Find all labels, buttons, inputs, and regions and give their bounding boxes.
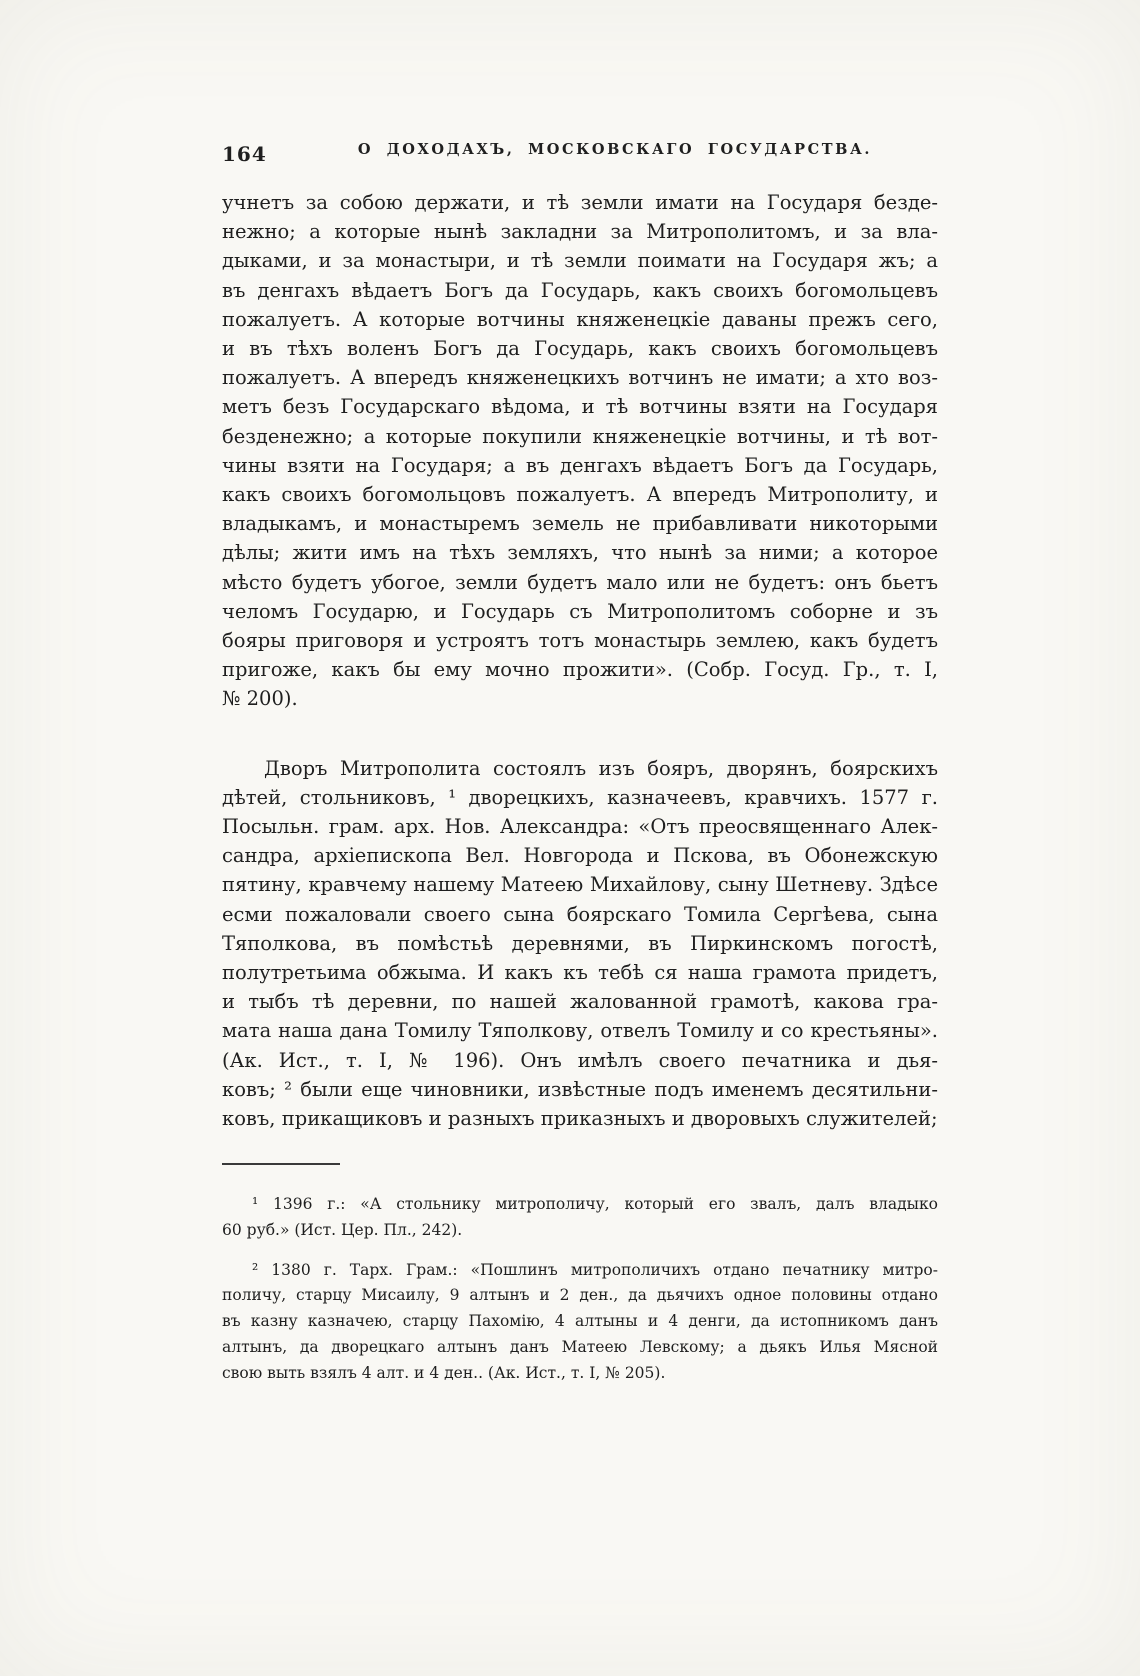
text-line: ¹ 1396 г.: «А стольнику митрополичу, который его звалъ, далъ владыко [252,1195,938,1213]
text-line: пожалуетъ. А которые вотчины княженецкіе даваны прежъ сего, [222,307,938,331]
paragraph [222,188,938,714]
text-line: какъ своихъ богомольцовъ пожалуетъ. А впередъ Митрополиту, и [222,483,938,507]
text-line: безденежно; а которые покупили княженецкіе вотчины, и тѣ вот- [222,424,938,448]
text-line: челомъ Государю, и Государь съ Митрополитомъ соборне и зъ [222,599,938,623]
text-line: учнетъ за собою держати, и тѣ земли имати на Государя безде- [222,191,938,214]
paragraph [222,754,938,1134]
footnotes [222,1192,938,1387]
text-line: въ денгахъ вѣдаетъ Богъ да Государь, какъ своихъ богомольцевъ [222,278,938,302]
text-line: и въ тѣхъ воленъ Богъ да Государь, какъ своихъ богомольцевъ [222,337,938,361]
text-line: мѣсто будетъ убогое, земли будетъ мало или не будетъ: онъ бьетъ [222,570,938,594]
text-line: 60 руб.» (Ист. Цер. Пл., 242). [222,1220,463,1239]
text-line: Дворъ Митрополита состоялъ изъ бояръ, дворянъ, боярскихъ [264,756,938,780]
footnote [222,1258,938,1387]
text-line: есми пожаловали своего сына боярскаго Томила Сергѣева, сына [222,902,938,926]
text-line: дыками, и за монастыри, и тѣ земли поимати на Государя жъ; а [222,249,938,273]
text-line: бояры приговоря и устроятъ тотъ монастырь землею, какъ будетъ [222,629,938,653]
text-line: пятину, кравчему нашему Матеею Михайлову, сыну Шетневу. Здѣсе [222,873,938,897]
text-line: ковъ; ² были еще чиновники, извѣстные подъ именемъ десятильни- [222,1077,938,1101]
text-line: Тяполкова, въ помѣстьѣ деревнями, въ Пиркинскомъ погостѣ, [222,931,938,955]
text-line: владыкамъ, и монастыремъ земель не прибавливати никоторыми [222,512,938,536]
text-line: полутретьима обжыма. И какъ къ тебѣ ся наша грамота придетъ, [222,961,938,985]
footnote [222,1192,938,1244]
text-line: № 200). [222,687,298,711]
text-line: дѣтей, стольниковъ, ¹ дворецкихъ, казначеевъ, кравчихъ. 1577 г. [222,785,938,809]
footnote-separator [222,1163,340,1165]
text-line: пригоже, какъ бы ему мочно прожити». (Собр. Госуд. Гр., т. I, [222,658,938,682]
text-line: въ казну казначею, старцу Пахомію, 4 алтыны и 4 денги, да истопникомъ данъ [222,1312,938,1331]
text-line: сандра, архіепископа Вел. Новгорода и Пскова, въ Обонежскую [222,844,938,868]
text-line: метъ безъ Государскаго вѣдома, и тѣ вотчины взяти на Государя [222,395,938,419]
text-line: ² 1380 г. Тарх. Грам.: «Пошлинъ митрополичихъ отдано печатнику митро- [252,1260,938,1279]
text-line: свою выть взялъ 4 алт. и 4 ден.. (Ак. Ист., т. I, № 205). [222,1363,666,1382]
text-line: Посыльн. грам. арх. Нов. Александра: «Отъ преосвященнаго Алек- [222,815,938,839]
body-text [222,188,938,1133]
text-line: и тыбъ тѣ деревни, по нашей жалованной грамотѣ, какова гра- [222,990,938,1014]
text-line: (Ак. Ист., т. I, № 196). Онъ имѣлъ своего печатника и дья- [222,1048,938,1072]
text-line: алтынъ, да дворецкаго алтынъ данъ Матеею Левскому; а дьякъ Илья Мясной [222,1337,938,1356]
running-head: О ДОХОДАХЪ, МОСКОВСКАГО ГОСУДАРСТВА. [357,141,873,158]
text-line: нежно; а которые нынѣ закладни за Митрополитомъ, и за вла- [222,220,938,244]
text-line: ковъ, прикащиковъ и разныхъ приказныхъ и дворовыхъ служителей; [222,1107,938,1131]
page-number: 164 [222,142,267,166]
text-line: мата наша дана Томилу Тяполкову, отвелъ Томилу и со крестьяны». [222,1019,938,1043]
text-line: поличу, старцу Мисаилу, 9 алтынъ и 2 ден., да дьячихъ одное половины отдано [222,1286,938,1305]
text-line: дѣлы; жити имъ на тѣхъ земляхъ, что нынѣ за ними; а которое [222,541,938,565]
text-line: пожалуетъ. А впередъ княженецкихъ вотчинъ не имати; а хто воз- [222,366,938,390]
text-line: чины взяти на Государя; а въ денгахъ вѣдаетъ Богъ да Государь, [222,453,938,477]
page-header [222,141,938,169]
